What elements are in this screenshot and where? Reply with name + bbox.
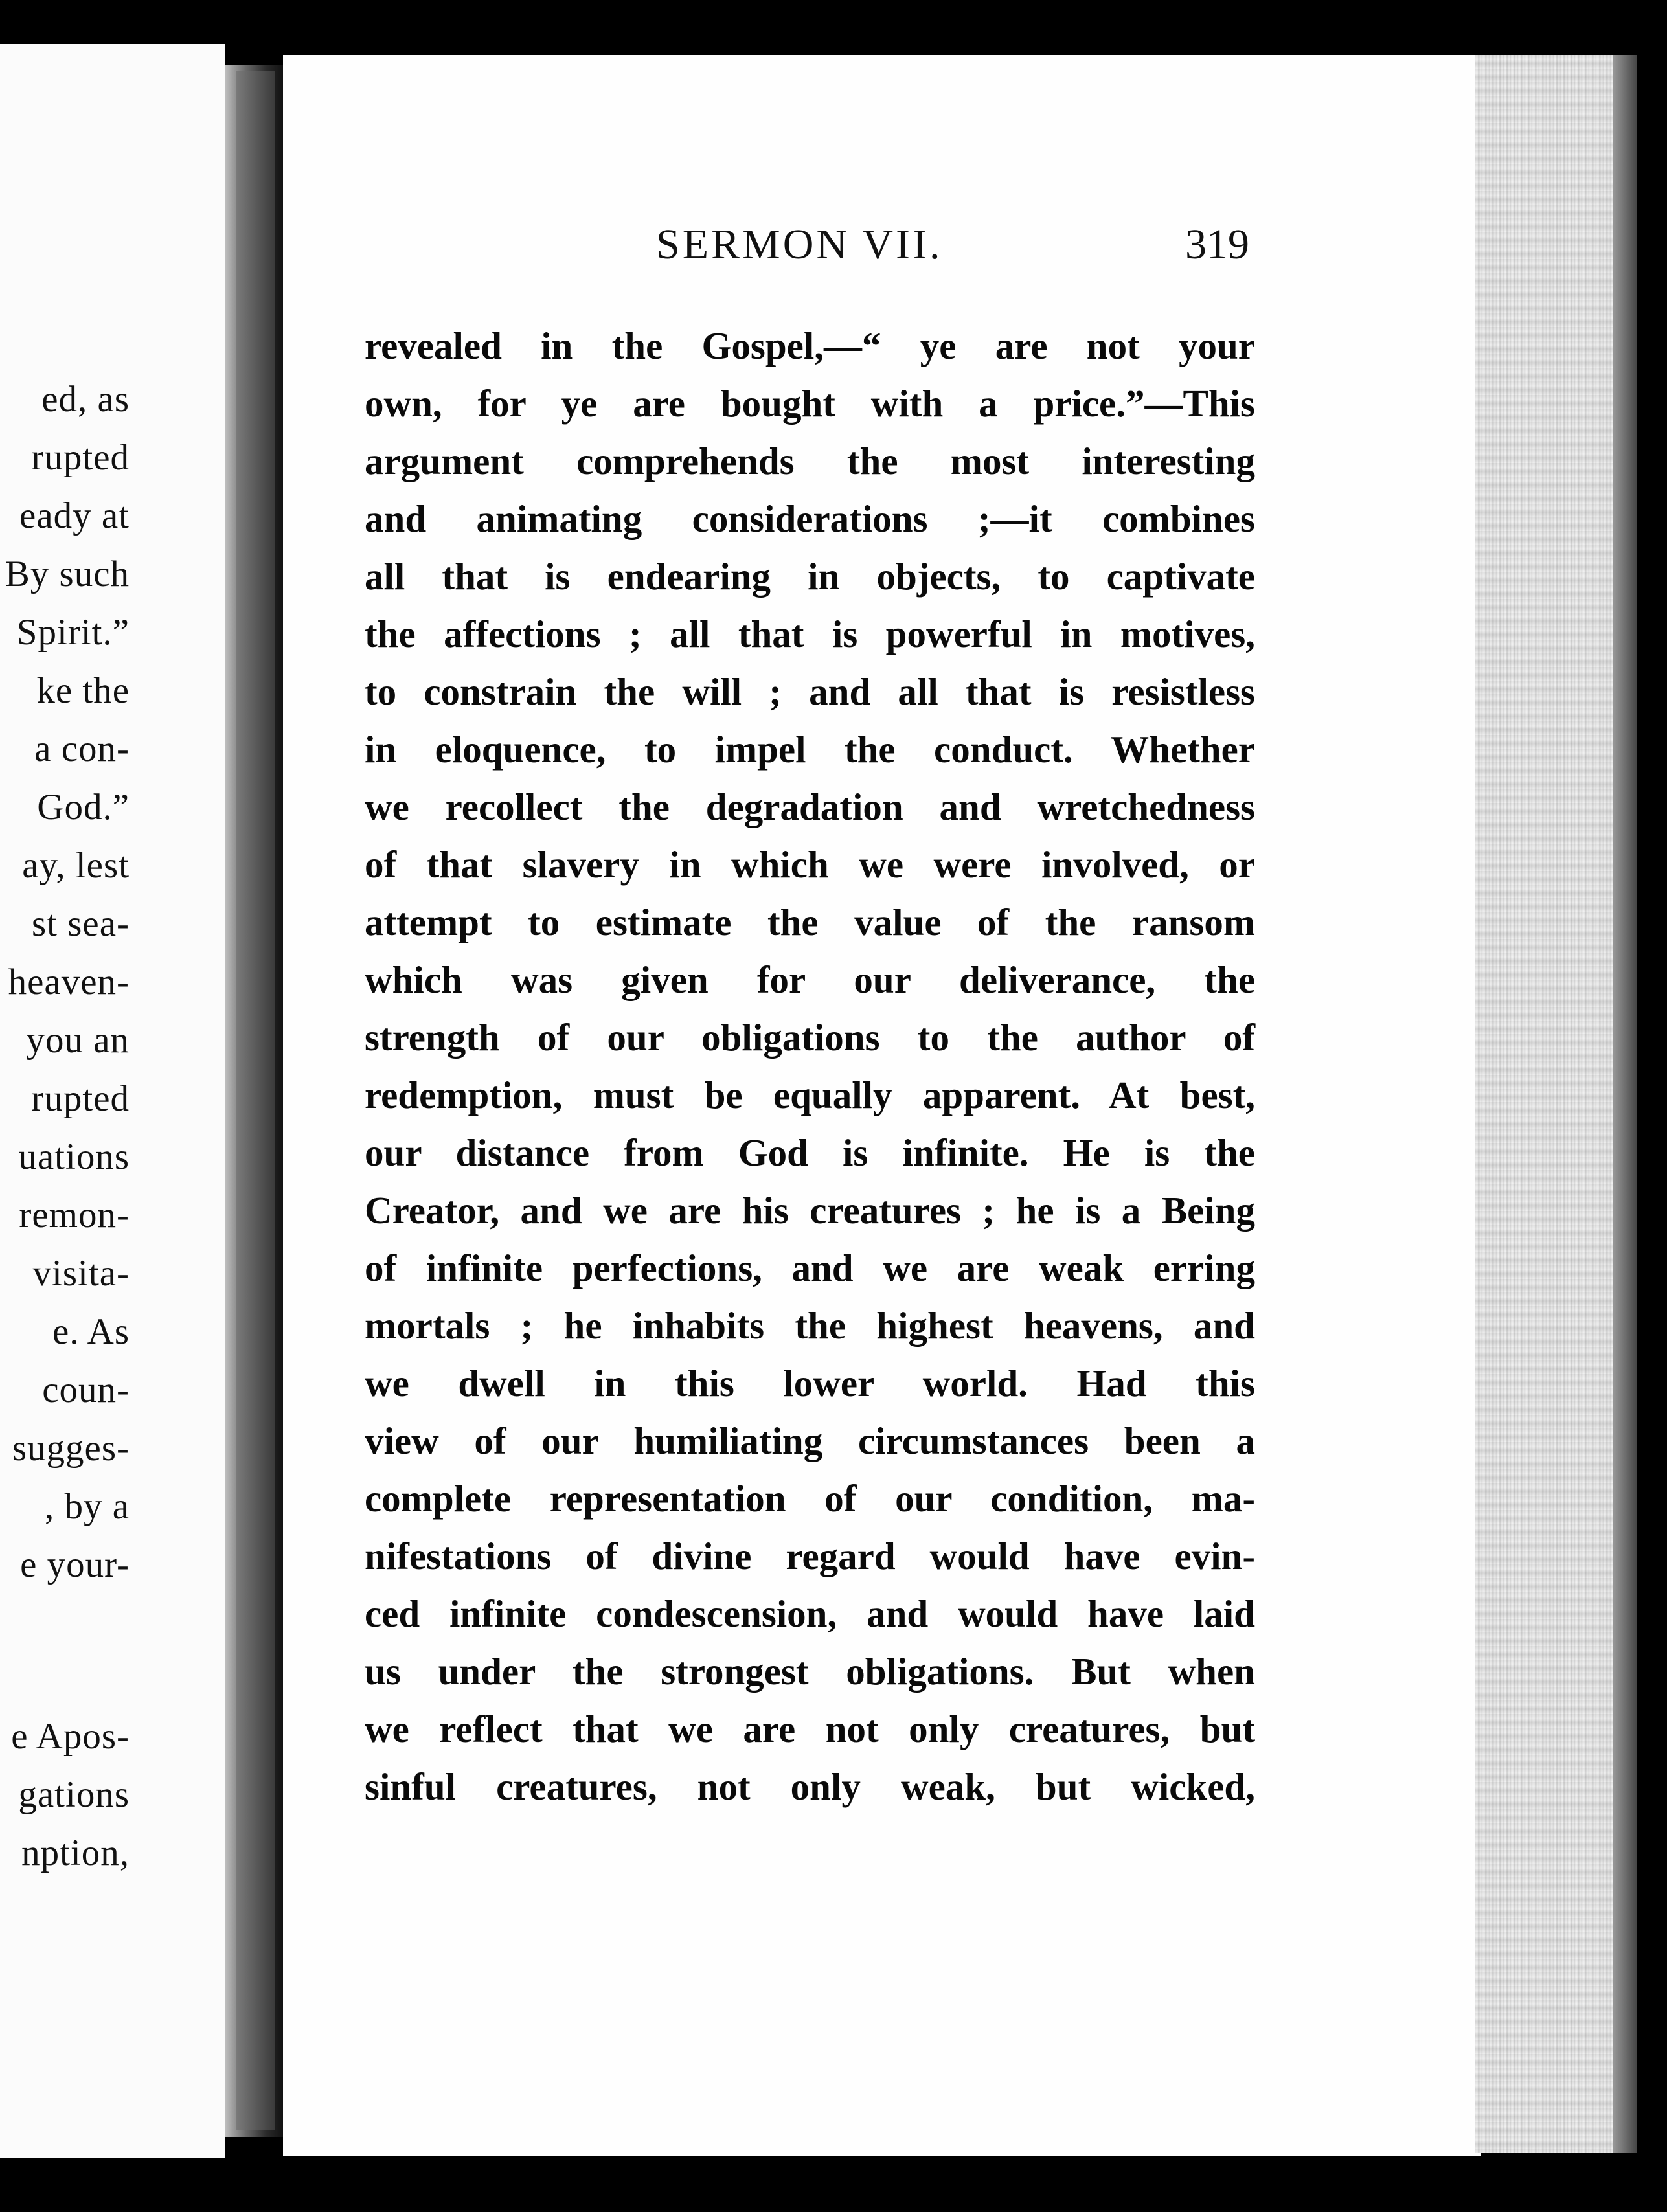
- body-text-line: ced infinite condescension, and would have laid: [365, 1592, 1255, 1635]
- body-text-line: us under the strongest obligations. But when: [365, 1650, 1255, 1693]
- left-page-line: Spirit.”: [16, 612, 130, 653]
- left-page-line: e. As: [52, 1311, 130, 1352]
- left-page-fragment: [0, 44, 225, 2158]
- body-text-line: our distance from God is infinite. He is the: [365, 1131, 1255, 1174]
- body-text-line: view of our humiliating circumstances been a: [365, 1419, 1255, 1462]
- body-text-line: of infinite perfections, and we are weak erring: [365, 1247, 1255, 1289]
- left-page-line: uations: [18, 1136, 130, 1177]
- body-text-line: all that is endearing in objects, to captivate: [365, 555, 1255, 598]
- body-text-line: in eloquence, to impel the conduct. Whether: [365, 728, 1255, 771]
- body-text-line: argument comprehends the most interesting: [365, 440, 1255, 482]
- left-page-line: rupted: [31, 437, 130, 478]
- left-page-line: By such: [5, 554, 130, 594]
- left-page-line: e your-: [20, 1544, 130, 1585]
- body-text-line: own, for ye are bought with a price.”—This: [365, 382, 1255, 425]
- left-page-line: gations: [18, 1774, 130, 1815]
- left-page-line: , by a: [44, 1486, 130, 1527]
- body-text-line: to constrain the will ; and all that is resistless: [365, 670, 1255, 713]
- body-text-line: we reflect that we are not only creatures, but: [365, 1708, 1255, 1750]
- left-page-line: e Apos-: [11, 1716, 130, 1757]
- left-page-line: rupted: [31, 1078, 130, 1119]
- body-text-line: mortals ; he inhabits the highest heavens, and: [365, 1304, 1255, 1347]
- left-page-line: ed, as: [41, 379, 130, 420]
- body-text-line: attempt to estimate the value of the ransom: [365, 901, 1255, 943]
- left-page-line: nption,: [21, 1833, 130, 1873]
- body-text-line: revealed in the Gospel,—“ ye are not your: [365, 324, 1255, 367]
- left-page-line: heaven-: [8, 962, 130, 1002]
- left-page-line: you an: [26, 1020, 130, 1061]
- page-edge-shadow: [1613, 55, 1637, 2153]
- body-text-line: and animating considerations ;—it combines: [365, 497, 1255, 540]
- body-text-line: Creator, and we are his creatures ; he is a Being: [365, 1189, 1255, 1232]
- left-page-line: ke the: [36, 670, 130, 711]
- body-text-line: sinful creatures, not only weak, but wicked,: [365, 1765, 1255, 1808]
- left-page-line: sugges-: [12, 1428, 130, 1469]
- left-page-line: a con-: [34, 728, 130, 769]
- left-page-line: coun-: [42, 1370, 130, 1410]
- body-text-line: we recollect the degradation and wretchedness: [365, 785, 1255, 828]
- left-page-line: st sea-: [31, 903, 130, 944]
- left-page-line: eady at: [19, 495, 130, 536]
- body-text-line: which was given for our deliverance, the: [365, 958, 1255, 1001]
- gutter-binding: [236, 71, 275, 2130]
- left-page-line: ay, lest: [22, 845, 130, 886]
- body-text-line: redemption, must be equally apparent. At best,: [365, 1074, 1255, 1116]
- body-text-line: the affections ; all that is powerful in motives,: [365, 613, 1255, 655]
- body-text-line: strength of our obligations to the author of: [365, 1016, 1255, 1059]
- body-text-line: nifestations of divine regard would have evin-: [365, 1535, 1255, 1577]
- left-page-line: visita-: [32, 1253, 130, 1294]
- page-number: 319: [1185, 221, 1249, 268]
- running-head: SERMON VII.: [656, 221, 943, 268]
- body-text-line: of that slavery in which we were involved, or: [365, 843, 1255, 886]
- left-page-line: remon-: [19, 1195, 130, 1236]
- left-page-line: God.”: [37, 787, 130, 828]
- body-text-line: we dwell in this lower world. Had this: [365, 1362, 1255, 1405]
- body-text-line: complete representation of our condition, ma-: [365, 1477, 1255, 1520]
